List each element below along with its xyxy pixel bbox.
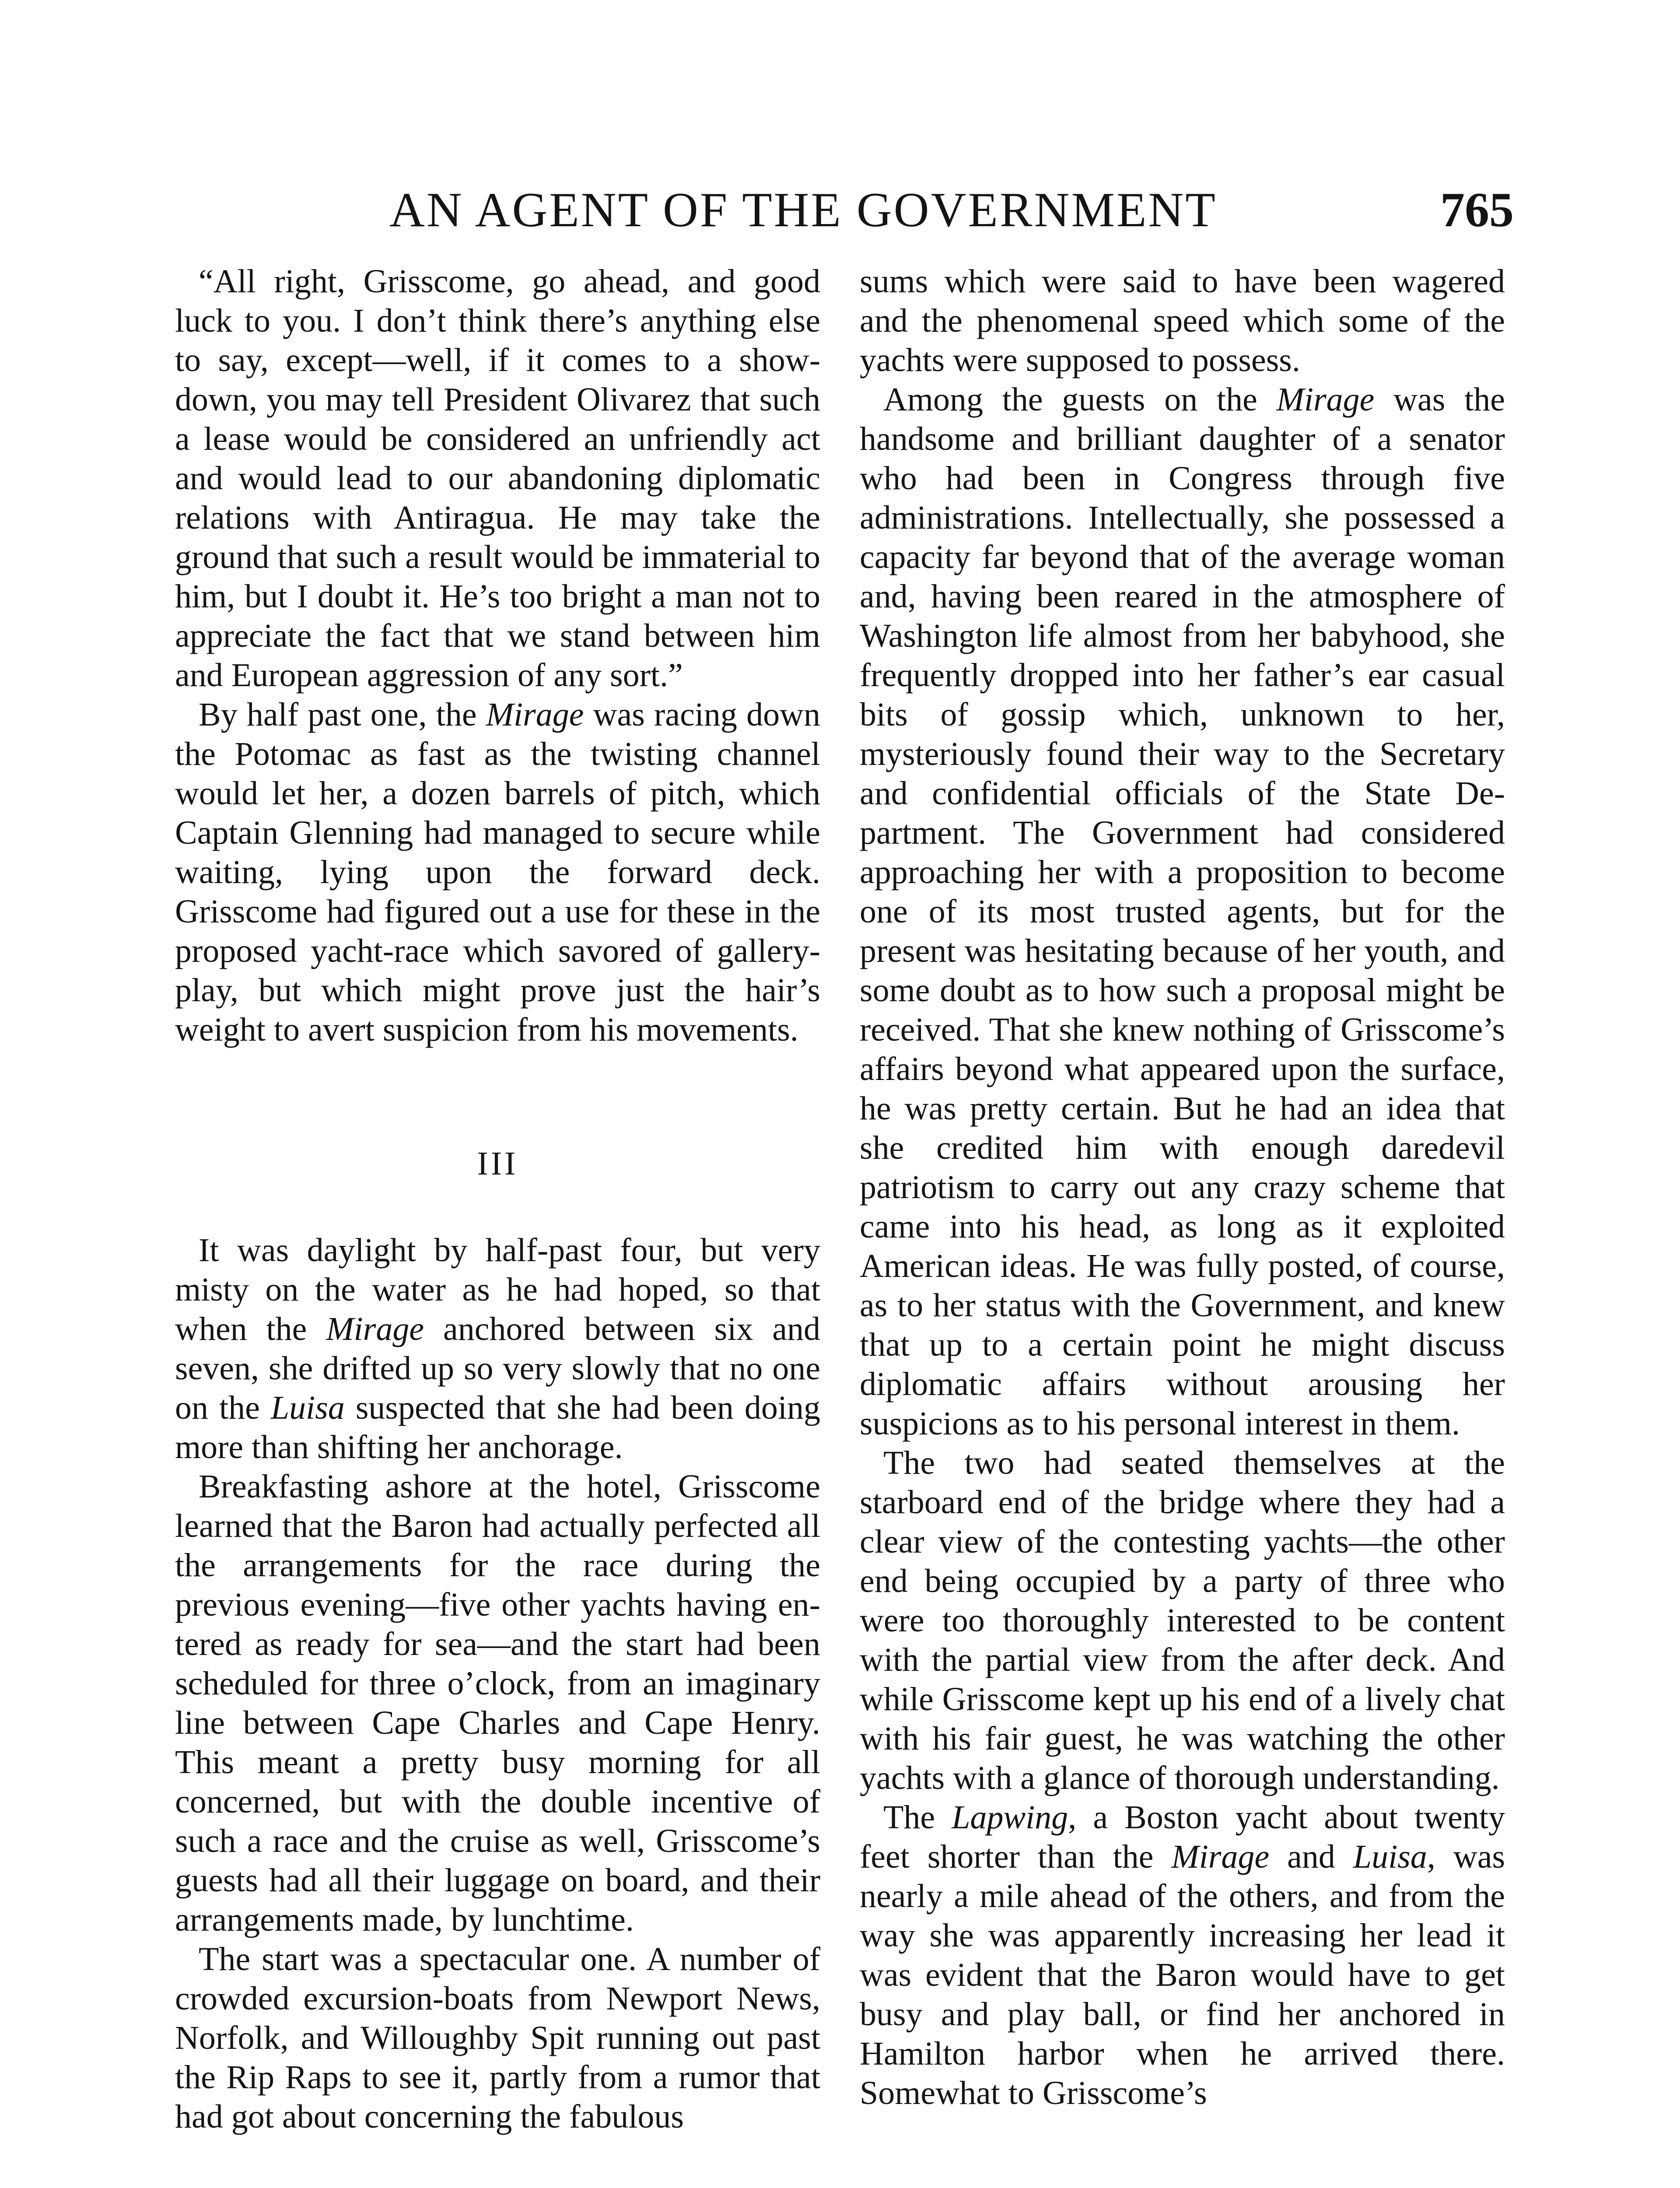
right-column (860, 262, 1505, 2113)
page-number: 765 (1440, 183, 1514, 237)
ship-name: Lapwing (952, 1799, 1068, 1836)
ship-name: Mirage (326, 1311, 424, 1347)
ship-name: Mirage (1171, 1838, 1270, 1875)
ship-name: Mirage (1276, 381, 1375, 418)
left-column (175, 262, 820, 2136)
ship-name: Mirage (486, 696, 584, 733)
paragraph: The two had seated themselves at the starboard end of the bridge where they had a clear view of the contesting yachts—the other end being occupied by a party of three who were too thoroughly interested to be content with the partial view from the after deck. And while Grisscome kept up his end of a lively chat with his fair guest, he was watching the other yachts with a glance of thorough understanding. (860, 1445, 1505, 1796)
paragraph: Among the guests on the Mirage was the handsome and brilliant daughter of a senator who had been in Congress through five administrations. Intellectually, she possessed a capacity far beyond that of the average woman and, having been reared in the atmosphere of Washington life almost from her babyhood, she frequently dropped into her father’s ear casual bits of gossip which, unknown to her, mysteriously found their way to the Secretary and confidential officials of the State Department. The Government had considered approaching her with a proposition to become one of its most trusted agents, but for the present was hesitating because of her youth, and some doubt as to how such a proposal might be received. That she knew nothing of Grisscome’s affairs beyond what appeared upon the surface, he was pretty certain. But he had an idea that she credited him with enough daredevil patriotism to carry out any crazy scheme that came into his head, as long as it exploited American ideas. He was fully posted, of course, as to her status with the Government, and knew that up to a certain point he might discuss diplomatic affairs without arousing her suspicions as to his personal interest in them. (860, 381, 1505, 1442)
running-title: AN AGENT OF THE GOVERNMENT (389, 183, 1217, 237)
paragraph: “All right, Grisscome, go ahead, and good luck to you. I don’t think there’s anything else to say, except—well, if it comes to a show-down, you may tell President Olivarez that such a lease would be considered an unfriendly act and would lead to our abandoning diplomatic relations with Antiragua. He may take the ground that such a result would be immaterial to him, but I doubt it. He’s too bright a man not to appreciate the fact that we stand between him and European aggression of any sort.” (175, 263, 820, 694)
paragraph: The Lapwing, a Boston yacht about twenty feet shorter than the Mirage and Luisa, was nearly a mile ahead of the others, and from the way she was apparently increasing her lead it was evident that the Baron would have to get busy and play ball, or find her anchored in Hamilton harbor when he arrived there. Somewhat to Grisscome’s (860, 1799, 1505, 2111)
paragraph: It was daylight by half-past four, but very misty on the water as he had hoped, so that when the Mirage anchored between six and seven, she drifted up so very slowly that no one on the Luisa suspected that she had been doing more than shifting her anchorage. (175, 1232, 820, 1466)
paragraph: The start was a spectacular one. A number of crowded excursion-boats from Newport News, Norfolk, and Willoughby Spit running out past the Rip Raps to see it, partly from a rumor that had got about concerning the fabulous (175, 1941, 820, 2135)
section-number: III (477, 1145, 518, 1182)
paragraph: Breakfasting ashore at the hotel, Grisscome learned that the Baron had actually perfected all the arrangements for the race during the previous evening—five other yachts having entered as ready for sea—and the start had been scheduled for three o’clock, from an imaginary line between Cape Charles and Cape Henry. This meant a pretty busy morning for all concerned, but with the double incentive of such a race and the cruise as well, Grisscome’s guests had all their luggage on board, and their arrangements made, by lunchtime. (175, 1468, 820, 1938)
paragraph: By half past one, the Mirage was racing down the Potomac as fast as the twisting channel would let her, a dozen barrels of pitch, which Captain Glenning had managed to secure while waiting, lying upon the forward deck. Grisscome had figured out a use for these in the proposed yacht-race which savored of gallery-play, but which might prove just the hair’s weight to avert suspicion from his movements. (175, 696, 820, 1048)
ship-name: Luisa (270, 1389, 345, 1426)
paragraph: sums which were said to have been wagered and the phenomenal speed which some of the yachts were supposed to possess. (860, 263, 1505, 379)
page-header (389, 177, 1514, 243)
ship-name: Luisa (1353, 1838, 1427, 1875)
